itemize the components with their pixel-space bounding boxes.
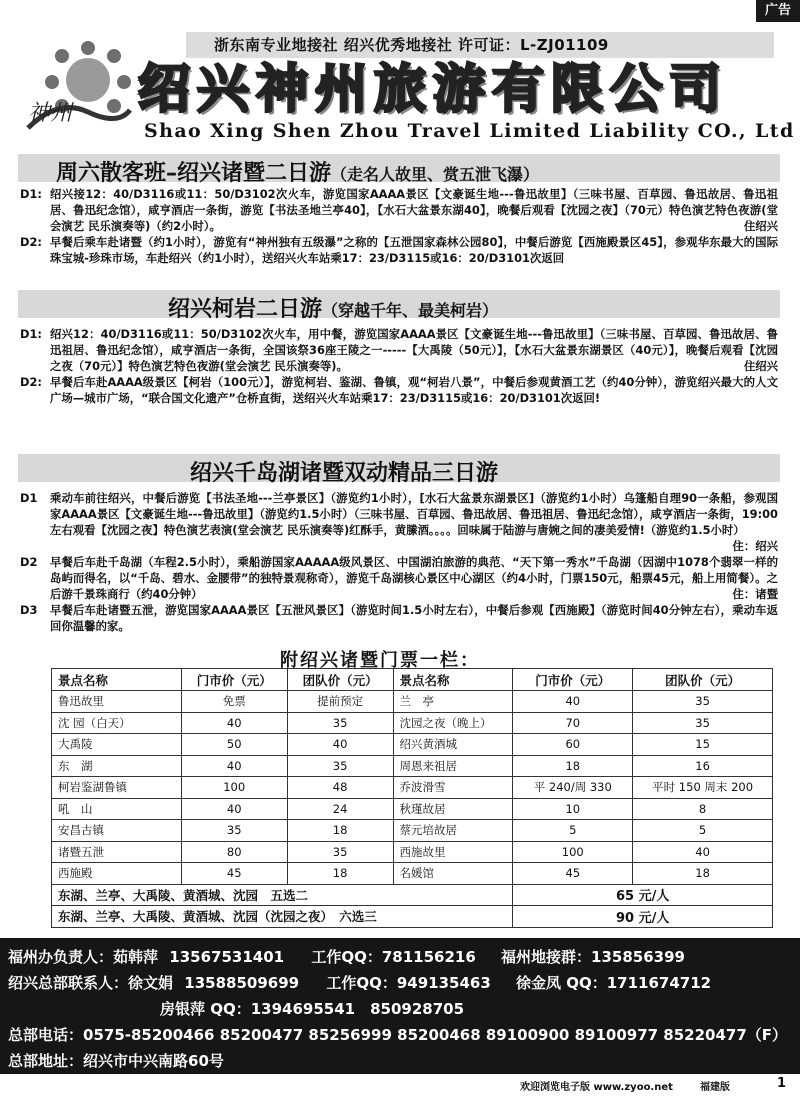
table-cell: 免票 [181, 691, 287, 713]
header-tagline: 浙东南专业地接社 绍兴优秀地接社 许可证：L-ZJ01109 [186, 32, 774, 58]
footer-edition: 福建版 [700, 1082, 730, 1093]
table-cell: 24 [287, 798, 393, 820]
hq-contact [8, 972, 711, 993]
table-cell: 5 [633, 820, 773, 842]
combo-row [52, 906, 773, 928]
ticket-table [51, 668, 773, 928]
tour2-title [168, 292, 498, 323]
label: 总部地址： [8, 1052, 84, 1070]
table-cell: 沈园之夜（晚上） [393, 712, 513, 734]
tour2-day2 [20, 374, 778, 406]
table-cell: 35 [287, 712, 393, 734]
combo-name: 东湖、兰亭、大禹陵、黄酒城、沈园 五选二 [52, 884, 513, 906]
table-cell: 绍兴黄酒城 [393, 734, 513, 756]
phone: 13588509699 [184, 974, 300, 992]
day-stay: 住绍兴 [743, 219, 778, 233]
table-cell: 40 [181, 712, 287, 734]
tour1-title [56, 156, 539, 187]
table-row [52, 755, 773, 777]
tour1-title-main: 周六散客班–绍兴诸暨二日游 [56, 161, 332, 186]
table-row [52, 841, 773, 863]
table-row [52, 712, 773, 734]
combo-row [52, 884, 773, 906]
label: 总部电话： [8, 1026, 84, 1044]
fang-contact: 房银萍 QQ：1394695541 850928705 [160, 1000, 465, 1018]
ticket-header-row [52, 669, 773, 691]
table-cell: 兰 亭 [393, 691, 513, 713]
day-label: D2: [20, 375, 42, 389]
table-cell: 周恩来祖居 [393, 755, 513, 777]
name: 徐文娟 [128, 974, 174, 992]
combo-price: 65 元/人 [513, 884, 773, 906]
contact-block [0, 938, 800, 1074]
table-cell: 35 [287, 841, 393, 863]
table-cell: 45 [513, 863, 633, 885]
table-cell: 平时 150 周末 200 [633, 777, 773, 799]
table-cell: 平 240/周 330 [513, 777, 633, 799]
col-header: 门市价（元） [181, 669, 287, 691]
day-stay: 住绍兴 [743, 359, 778, 373]
col-header: 景点名称 [393, 669, 513, 691]
table-row [52, 734, 773, 756]
table-row [52, 691, 773, 713]
table-cell: 名媛馆 [393, 863, 513, 885]
tour1-itinerary [20, 186, 778, 266]
tour1-day2 [20, 234, 778, 266]
table-cell: 柯岩鉴湖鲁镇 [52, 777, 182, 799]
qq: 949135463 [396, 974, 491, 992]
day-stay: 住：绍兴 [732, 539, 778, 553]
tour3-title [190, 456, 498, 487]
table-cell: 45 [181, 863, 287, 885]
table-row [52, 777, 773, 799]
table-cell: 80 [181, 841, 287, 863]
col-header: 门市价（元） [513, 669, 633, 691]
table-cell: 吼 山 [52, 798, 182, 820]
table-cell: 48 [287, 777, 393, 799]
table-cell: 鲁迅故里 [52, 691, 182, 713]
combo-name: 东湖、兰亭、大禹陵、黄酒城、沈园（沈园之夜） 六选三 [52, 906, 513, 928]
day-stay: 住：诸暨 [732, 587, 778, 601]
table-cell: 西施故里 [393, 841, 513, 863]
day-text: 绍兴接12：40/D3116或11：50/D3102次火车，游览国家AAAA景区【文豪诞生地---鲁迅故里】（三味书屋、百草园、鲁迅故居、鲁迅祖居、鲁迅纪念馆），咸亨酒店一条街，游览【书法圣地兰亭40】，【水石大盆景东湖40】，晚餐后观看【沈园之夜】（70元）特色演艺特色夜游(堂会演艺 民乐演奏等)（约2小时）。 [50, 187, 778, 233]
tickets-title: 附绍兴诸暨门票一栏： [280, 650, 480, 671]
phone: 13567531401 [169, 948, 285, 966]
table-cell: 18 [633, 863, 773, 885]
address: 绍兴市中兴南路60号 [83, 1052, 224, 1070]
table-cell: 60 [513, 734, 633, 756]
table-row [52, 863, 773, 885]
tour2-itinerary [20, 326, 778, 406]
col-header: 团队价（元） [287, 669, 393, 691]
table-cell: 40 [181, 798, 287, 820]
table-cell: 35 [633, 691, 773, 713]
table-cell: 40 [513, 691, 633, 713]
sun-logo-icon [18, 40, 136, 140]
contact-2: 徐金凤 QQ：1711674712 [516, 974, 712, 992]
table-cell: 40 [181, 755, 287, 777]
company-name-cn: 绍兴神州旅游有限公司 [138, 60, 729, 120]
tour2-title-main: 绍兴柯岩二日游 [168, 297, 323, 322]
day-text: 乘动车前往绍兴，中餐后游览【书法圣地---兰亭景区】（游览约1小时），[水石大盆景东湖景区]（游览约1小时）乌篷船自理90一条船，参观国家AAAA景区【文豪诞生地---鲁迅故里】（游览约1.5小时）（三味书屋、百草园、鲁迅故居、鲁迅祖居、鲁迅纪念馆），咸亨酒店一条街，19:00左右观看【沈园之夜】特色演艺表演(堂会演艺 民乐演奏等)红酥手，黄縢酒。。。。回味属于陆游与唐婉之间的凄美爱情!（游览约1.5小时） [50, 491, 778, 537]
table-row [52, 820, 773, 842]
day-text: 早餐后车赴千岛湖（车程2.5小时），乘船游国家AAAAA级风景区、中国湖泊旅游的典范、“天下第一秀水”千岛湖（因湖中1078个翡翠一样的岛屿而得名，以“千岛、碧水、金腰带”的独特景观称奇），游览千岛湖核心景区中心湖区（约4小时，门票150元，船票45元，船上用简餐）。之后游千景珠商行（约40分钟） [50, 555, 778, 601]
table-cell: 100 [513, 841, 633, 863]
table-cell: 秋瑾故居 [393, 798, 513, 820]
table-cell: 70 [513, 712, 633, 734]
table-cell: 诸暨五泄 [52, 841, 182, 863]
table-cell: 18 [287, 863, 393, 885]
table-cell: 40 [633, 841, 773, 863]
table-cell: 35 [181, 820, 287, 842]
table-cell: 西施殿 [52, 863, 182, 885]
group: 135856399 [591, 948, 685, 966]
day-label: D1: [20, 327, 42, 341]
table-cell: 乔波滑雪 [393, 777, 513, 799]
table-cell: 15 [633, 734, 773, 756]
table-cell: 18 [287, 820, 393, 842]
table-cell: 蔡元培故居 [393, 820, 513, 842]
table-cell: 5 [513, 820, 633, 842]
col-header: 景点名称 [52, 669, 182, 691]
tour3-day1 [20, 490, 778, 554]
company-name-en: Shao Xing Shen Zhou Travel Limited Liability CO., Ltd [144, 120, 795, 142]
label: 福州地接群： [501, 948, 592, 966]
label: 工作QQ： [326, 974, 397, 992]
table-cell: 安昌古镇 [52, 820, 182, 842]
day-label: D2: [20, 235, 42, 249]
day-label: D1 [20, 491, 38, 505]
table-cell: 40 [287, 734, 393, 756]
table-cell: 8 [633, 798, 773, 820]
table-cell: 大禹陵 [52, 734, 182, 756]
tour3-day2 [20, 554, 778, 602]
fuzhou-contact [8, 946, 685, 967]
table-cell: 50 [181, 734, 287, 756]
tour3-day3 [20, 602, 778, 634]
table-cell: 16 [633, 755, 773, 777]
tour2-title-sub: （穿越千年、最美柯岩） [322, 301, 499, 320]
label: 工作QQ： [311, 948, 382, 966]
day-text: 早餐后车赴AAAA级景区【柯岩（100元）】，游览柯岩、鉴湖、鲁镇，观“柯岩八景”，中餐后参观黄酒工艺（约40分钟），游览绍兴最大的人文广场—城市广场，“联合国文化遗产”仓桥直街，送绍兴火车站乘17：23/D3115或16：20/D3101次返回! [50, 375, 778, 405]
ad-label: 广告 [756, 0, 800, 22]
day-text: 早餐后乘车赴诸暨（约1小时），游览有“神州独有五级瀑”之称的【五泄国家森林公园80】，中餐后游览【西施殿景区45】，参观华东最大的国际珠宝城-珍珠市场，车赴绍兴（约1小时），送绍兴火车站乘17：23/D3115或16：20/D3101次返回 [50, 235, 778, 265]
table-cell: 东 湖 [52, 755, 182, 777]
combo-price: 90 元/人 [513, 906, 773, 928]
hq-phones [8, 1024, 787, 1045]
table-cell: 10 [513, 798, 633, 820]
day-text: 绍兴12：40/D3116或11：50/D3102次火车，用中餐，游览国家AAAA景区【文豪诞生地---鲁迅故里】（三味书屋、百草园、鲁迅故居、鲁迅祖居、鲁迅纪念馆），咸亨酒店一条街，全国该祭36座王陵之一-----【大禹陵（50元）】，【水石大盆景东湖景区（40元）】，晚餐后观看【沈园之夜（70元）】特色演艺特色夜游(堂会演艺 民乐演奏等)。 [50, 327, 778, 373]
footer-text: 欢迎浏览电子版 www.zyoo.net [520, 1082, 673, 1093]
table-row [52, 798, 773, 820]
table-cell: 35 [287, 755, 393, 777]
col-header: 团队价（元） [633, 669, 773, 691]
qq: 781156216 [381, 948, 476, 966]
hq-address [8, 1050, 224, 1071]
name: 茹韩萍 [113, 948, 159, 966]
table-cell: 提前预定 [287, 691, 393, 713]
tour3-itinerary [20, 490, 778, 634]
tour3-title-main: 绍兴千岛湖诸暨双动精品三日游 [190, 461, 499, 486]
table-cell: 100 [181, 777, 287, 799]
tour1-title-sub: （走名人故里、赏五泄飞瀑） [331, 165, 540, 184]
day-label: D1: [20, 187, 42, 201]
label: 福州办负责人： [8, 948, 114, 966]
table-cell: 沈 园（白天） [52, 712, 182, 734]
table-cell: 35 [633, 712, 773, 734]
logo-text: 神州 [28, 101, 73, 126]
tour2-day1 [20, 326, 778, 374]
tour1-day1 [20, 186, 778, 234]
day-text: 早餐后车赴诸暨五泄，游览国家AAAA景区【五泄风景区】（游览时间1.5小时左右），中餐后参观【西施殿】（游览时间40分钟左右），乘动车返回你温馨的家。 [50, 603, 778, 633]
phones: 0575-85200466 85200477 85256999 85200468 89100900 89100977 85220477（F） [83, 1026, 788, 1044]
label: 绍兴总部联系人： [8, 974, 129, 992]
page-number: 1 [776, 1076, 786, 1091]
table-cell: 18 [513, 755, 633, 777]
day-label: D3 [20, 603, 38, 617]
day-label: D2 [20, 555, 38, 569]
